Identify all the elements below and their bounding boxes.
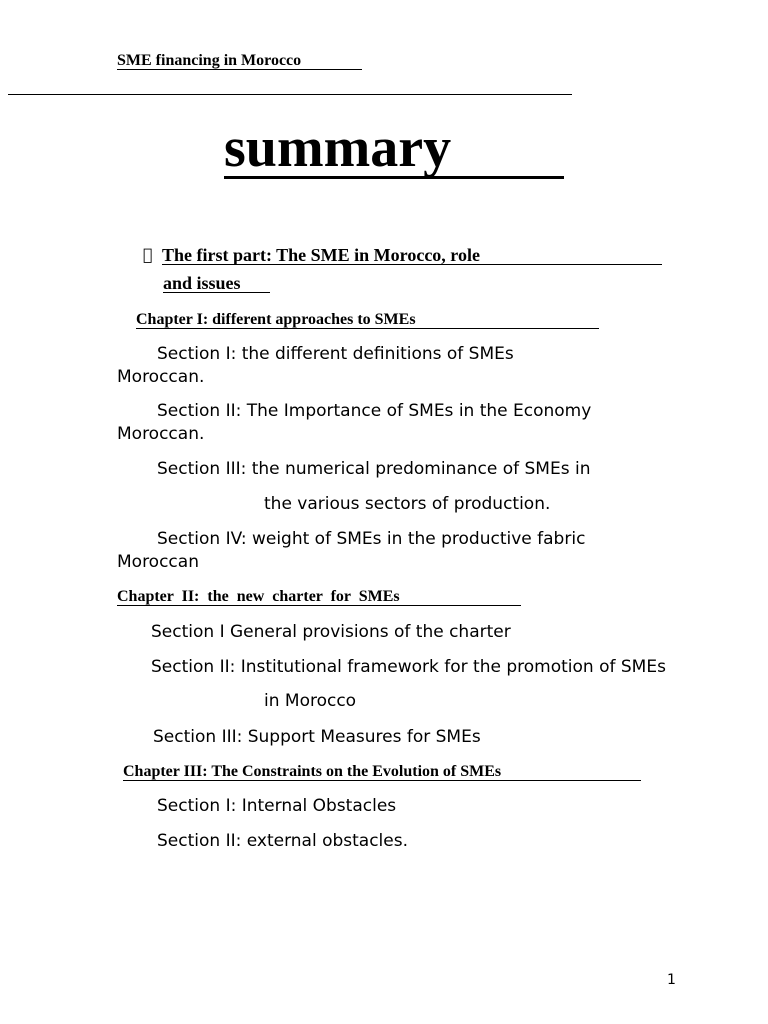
section-line-continued: Moroccan — [117, 552, 199, 572]
chapter-heading: Chapter II: the new charter for SMEs — [117, 588, 400, 605]
section-line-continued: in Morocco — [264, 691, 357, 711]
page-number: 1 — [667, 972, 676, 988]
chapter-heading: Chapter I: different approaches to SMEs — [136, 311, 416, 328]
section-line: Section II: The Importance of SMEs in the Economy — [157, 401, 592, 421]
header-rule — [8, 94, 572, 95]
chapter-heading-underline — [136, 328, 599, 329]
section-line: Section II: Institutional framework for the promotion of SMEs — [151, 657, 666, 677]
bullet-icon — [143, 245, 153, 264]
section-line-continued: the various sectors of production. — [264, 494, 551, 514]
part-heading-underline1 — [162, 264, 662, 265]
part-heading-line1: The first part: The SME in Morocco, role — [162, 245, 480, 265]
page-title-underline — [224, 176, 564, 179]
part-heading-line2: and issues — [163, 273, 241, 293]
part-heading-underline2 — [163, 292, 270, 293]
header-title-underline — [117, 69, 362, 70]
section-line: Section III: the numerical predominance of SMEs in — [157, 459, 591, 479]
page-title: summary — [224, 117, 452, 179]
section-line-continued: Moroccan. — [117, 367, 205, 387]
section-line: Section I: Internal Obstacles — [157, 796, 397, 816]
chapter-heading-underline — [117, 605, 521, 606]
section-line: Section II: external obstacles. — [157, 831, 408, 851]
section-line-continued: Moroccan. — [117, 424, 205, 444]
header-title: SME financing in Morocco — [117, 52, 302, 69]
chapter-heading: Chapter III: The Constraints on the Evolution of SMEs — [123, 763, 502, 780]
chapter-heading-underline — [123, 780, 641, 781]
section-line: Section III: Support Measures for SMEs — [153, 727, 481, 747]
section-line: Section IV: weight of SMEs in the productive fabric — [157, 529, 586, 549]
section-line: Section I: the different definitions of SMEs — [157, 344, 514, 364]
section-line: Section I General provisions of the charter — [151, 622, 511, 642]
